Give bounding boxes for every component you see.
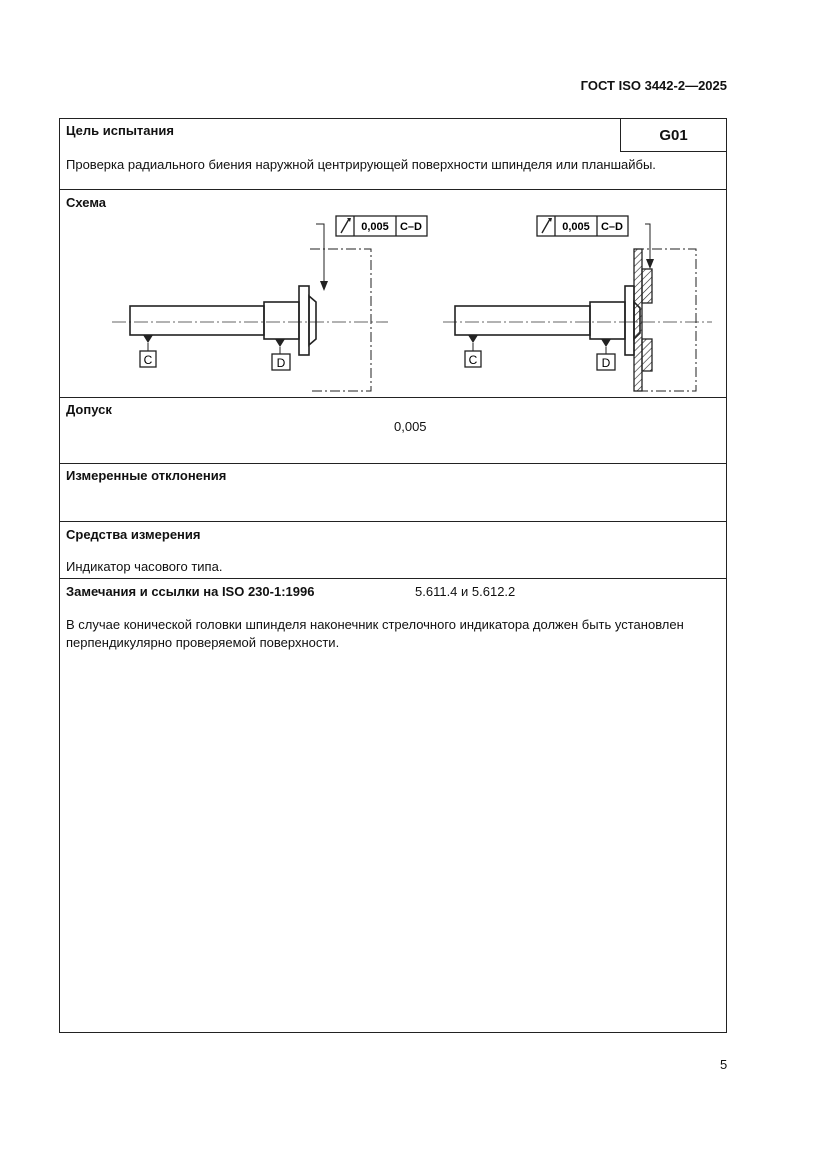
remarks-label: Замечания и ссылки на ISO 230-1:1996 xyxy=(66,584,315,599)
test-sheet-table xyxy=(59,118,727,1033)
frame-value: 0,005 xyxy=(361,221,389,233)
goal-text: Проверка радиального биения наружной центрирующей поверхности шпинделя или планшайбы. xyxy=(66,157,656,172)
divider xyxy=(60,397,726,398)
remarks-refs: 5.611.4 и 5.612.2 xyxy=(415,584,516,599)
datum-c-label: C xyxy=(468,353,478,367)
remarks-text-line1: В случае конической головки шпинделя наконечник стрелочного индикатора должен быть установлен xyxy=(66,617,684,632)
page-number: 5 xyxy=(720,1057,728,1072)
scheme-label: Схема xyxy=(66,195,107,210)
divider xyxy=(60,578,726,579)
frame-datum: C–D xyxy=(399,221,423,233)
right-faceplate-diagram xyxy=(443,216,712,391)
left-spindle-diagram xyxy=(112,216,427,391)
datum-d-label: D xyxy=(276,356,286,370)
goal-label: Цель испытания xyxy=(66,123,174,138)
remarks-text-line2: перпендикулярно проверяемой поверхности. xyxy=(66,635,340,650)
deviations-label: Измеренные отклонения xyxy=(66,468,227,483)
scheme-diagram xyxy=(60,119,726,399)
tolerance-value: 0,005 xyxy=(394,419,427,434)
test-code: G01 xyxy=(620,119,726,152)
divider xyxy=(60,521,726,522)
instruments-text: Индикатор часового типа. xyxy=(66,559,223,574)
document-header: ГОСТ ISO 3442-2—2025 xyxy=(580,78,727,93)
datum-c-label: C xyxy=(143,353,153,367)
frame-value: 0,005 xyxy=(562,221,590,233)
tolerance-label: Допуск xyxy=(66,402,112,417)
divider xyxy=(60,463,726,464)
datum-d-label: D xyxy=(601,356,611,370)
instruments-label: Средства измерения xyxy=(66,527,201,542)
frame-datum: C–D xyxy=(600,221,624,233)
